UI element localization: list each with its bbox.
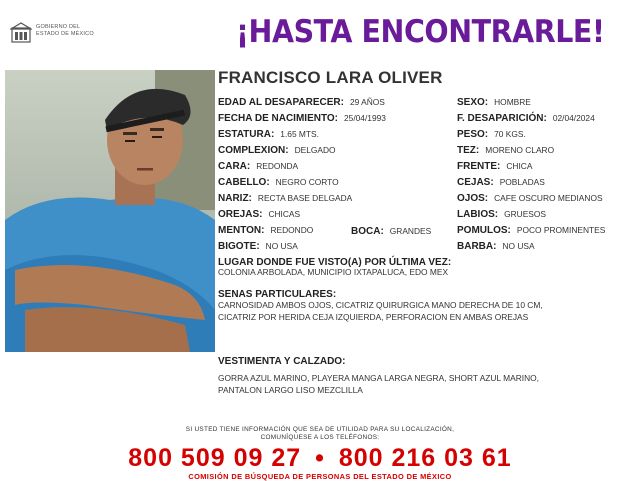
field-value: 29 AÑOS <box>349 97 385 107</box>
field-value: POBLADAS <box>499 177 545 187</box>
field-value: RECTA BASE DELGADA <box>257 193 353 203</box>
phone-number-2[interactable]: 800 216 03 61 <box>338 444 512 472</box>
field-label: SEXO: <box>457 97 489 108</box>
government-logo <box>10 22 130 48</box>
field-age <box>218 97 385 108</box>
field-label: BOCA: <box>351 226 384 237</box>
field-complexion <box>457 145 554 156</box>
field-beard <box>457 241 535 252</box>
clothing-line-1: GORRA AZUL MARINO, PLAYERA MANGA LARGA NEGRA, SHORT AZUL MARINO, <box>218 373 539 383</box>
field-label: F. DESAPARICIÓN: <box>457 113 547 124</box>
field-value: NO USA <box>265 241 298 251</box>
field-value: MORENO CLARO <box>485 145 555 155</box>
field-label: NARIZ: <box>218 193 252 204</box>
field-chin <box>218 225 313 236</box>
phone-numbers <box>0 444 640 473</box>
info-line-1: SI USTED TIENE INFORMACIÓN QUE SEA DE UTILIDAD PARA SU LOCALIZACIÓN, <box>185 426 455 433</box>
logo-line-1: GOBIERNO DEL <box>36 24 81 30</box>
field-label: COMPLEXION: <box>218 145 289 156</box>
field-label: BARBA: <box>457 241 497 252</box>
field-label: POMULOS: <box>457 225 511 236</box>
field-label: LABIOS: <box>457 209 499 220</box>
phone-number-1[interactable]: 800 509 09 27 <box>128 444 302 472</box>
field-value: DELGADO <box>294 145 336 155</box>
field-label: EDAD AL DESAPARECER: <box>218 97 344 108</box>
clothing-line-2: PANTALON LARGO LISO MEZCLILLA <box>218 385 363 395</box>
field-birthdate <box>218 113 386 124</box>
field-mouth <box>351 226 431 237</box>
field-build <box>218 145 336 156</box>
field-weight <box>457 129 526 140</box>
marks-title: SENAS PARTICULARES: <box>218 289 337 300</box>
field-value: GRUESOS <box>504 209 546 219</box>
field-value: 70 KGS. <box>494 129 526 139</box>
field-value: 02/04/2024 <box>552 113 595 123</box>
field-lips <box>457 209 546 220</box>
field-label: OREJAS: <box>218 209 263 220</box>
field-hair <box>218 177 339 188</box>
field-nose <box>218 193 352 204</box>
phone-separator: • <box>315 444 325 472</box>
field-label: TEZ: <box>457 145 480 156</box>
field-ears <box>218 209 300 220</box>
state-seal-icon <box>10 22 32 44</box>
info-line-2: COMUNÍQUESE A LOS TELÉFONOS: <box>260 434 380 441</box>
field-value: REDONDA <box>256 161 299 171</box>
commission-name: COMISIÓN DE BÚSQUEDA DE PERSONAS DEL ESTADO DE MÉXICO <box>188 472 452 481</box>
field-value: CHICAS <box>268 209 301 219</box>
field-value: 25/04/1993 <box>344 113 386 123</box>
person-name: FRANCISCO LARA OLIVER <box>218 68 443 87</box>
field-label: OJOS: <box>457 193 489 204</box>
missing-person-photo <box>5 70 215 352</box>
field-mustache <box>218 241 298 252</box>
field-value: POCO PROMINENTES <box>516 225 606 235</box>
field-face <box>218 161 298 172</box>
field-eyes <box>457 193 603 204</box>
field-value: CHICA <box>506 161 533 171</box>
field-label: MENTON: <box>218 225 265 236</box>
field-value: 1.65 MTS. <box>280 129 319 139</box>
field-label: CABELLO: <box>218 177 270 188</box>
field-label: FRENTE: <box>457 161 501 172</box>
logo-text <box>36 24 94 38</box>
field-eyebrows <box>457 177 545 188</box>
field-value: HOMBRE <box>494 97 531 107</box>
field-label: PESO: <box>457 129 489 140</box>
field-value: GRANDES <box>389 226 432 236</box>
field-value: CAFE OSCURO MEDIANOS <box>494 193 603 203</box>
field-label: BIGOTE: <box>218 241 260 252</box>
field-forehead <box>457 161 532 172</box>
field-label: ESTATURA: <box>218 129 275 140</box>
last-seen-text: COLONIA ARBOLADA, MUNICIPIO IXTAPALUCA, EDO MEX <box>218 267 449 277</box>
headline: ¡HASTA ENCONTRARLE! <box>236 14 605 50</box>
field-label: CEJAS: <box>457 177 494 188</box>
field-label: CARA: <box>218 161 251 172</box>
logo-line-2: ESTADO DE MÉXICO <box>36 31 94 37</box>
clothing-title: VESTIMENTA Y CALZADO: <box>218 356 346 367</box>
marks-line-1: CARNOSIDAD AMBOS OJOS, CICATRIZ QUIRURGICA MANO DERECHA DE 10 CM, <box>218 300 543 310</box>
field-sex <box>457 97 531 108</box>
person-photo-illustration <box>5 70 215 352</box>
marks-line-2: CICATRIZ POR HERIDA CEJA IZQUIERDA, PERFORACION EN AMBAS OREJAS <box>218 312 529 322</box>
field-value: NO USA <box>502 241 535 251</box>
field-cheekbones <box>457 225 605 236</box>
field-disappearance-date <box>457 113 595 124</box>
field-value: NEGRO CORTO <box>275 177 339 187</box>
field-value: REDONDO <box>270 225 314 235</box>
last-seen-title: LUGAR DONDE FUE VISTO(A) POR ÚLTIMA VEZ: <box>218 257 452 268</box>
field-height <box>218 129 319 140</box>
field-label: FECHA DE NACIMIENTO: <box>218 113 338 124</box>
